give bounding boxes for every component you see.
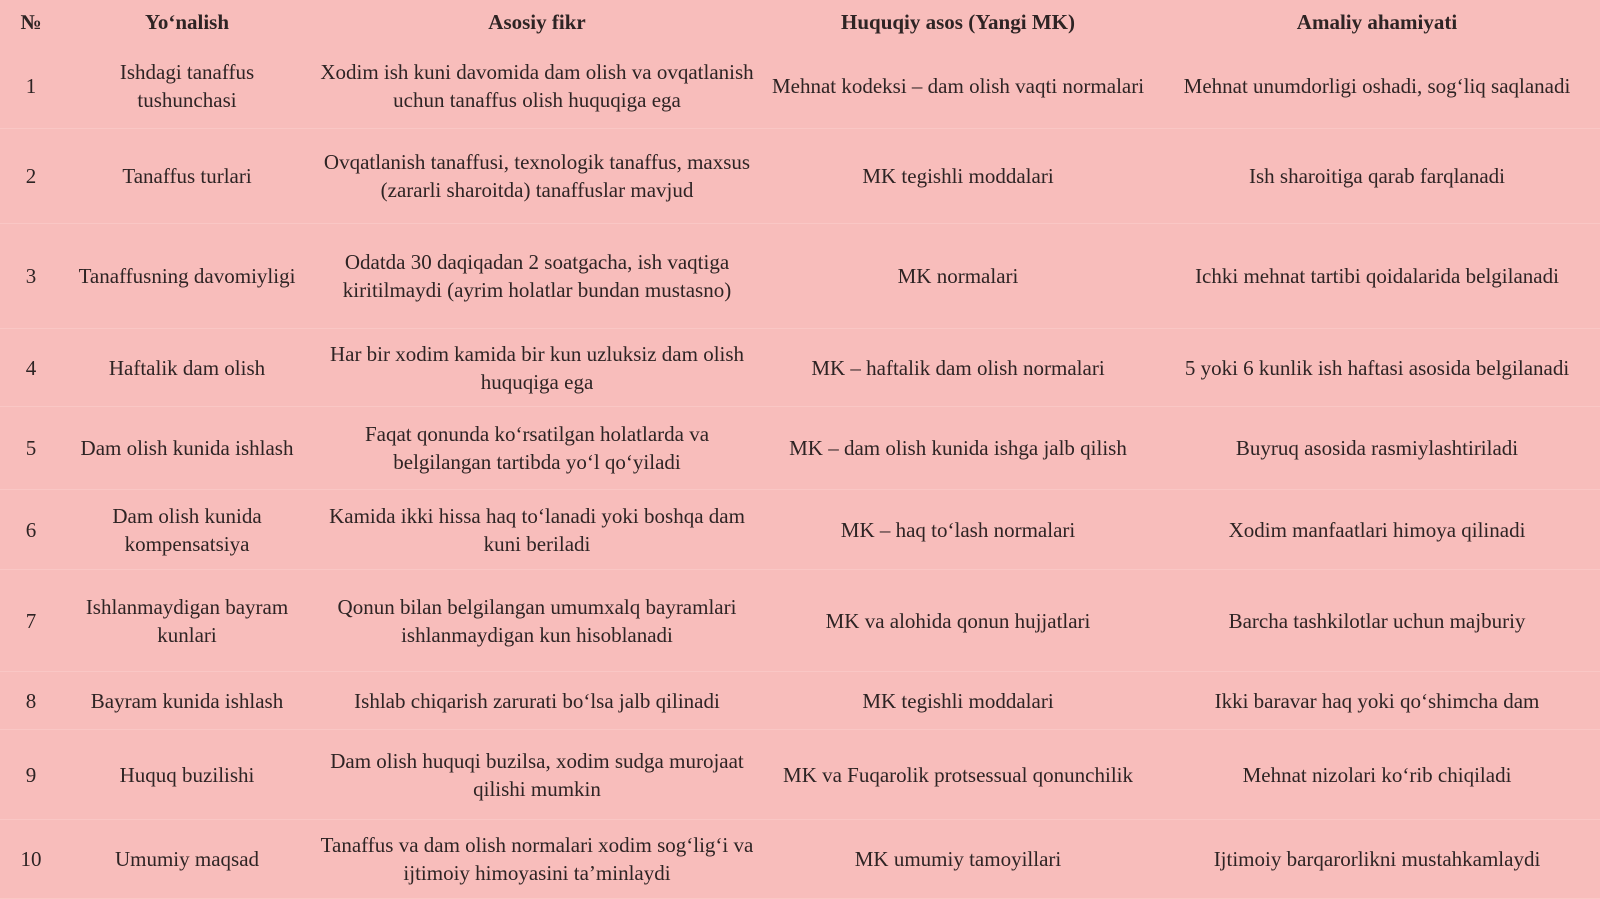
header-legal-basis: Huquqiy asos (Yangi MK): [841, 10, 1075, 34]
row-direction: Bayram kunida ishlash: [62, 672, 312, 730]
row-practical-significance: 5 yoki 6 kunlik ish haftasi asosida belgilanadi: [1154, 329, 1600, 407]
row-legal-basis: MK va Fuqarolik protsessual qonunchilik: [762, 730, 1154, 820]
row-legal-basis: MK umumiy tamoyillari: [762, 820, 1154, 899]
row-direction: Haftalik dam olish: [62, 329, 312, 407]
row-practical-significance: Ikki baravar haq yoki qoʻshimcha dam: [1154, 672, 1600, 730]
row-practical-significance: Ichki mehnat tartibi qoidalarida belgilanadi: [1154, 224, 1600, 329]
header-practical-significance: Amaliy ahamiyati: [1296, 10, 1458, 34]
row-practical-significance: Ijtimoiy barqarorlikni mustahkamlaydi: [1154, 820, 1600, 899]
row-num: 9: [0, 730, 62, 820]
row-main-idea: Odatda 30 daqiqadan 2 soatgacha, ish vaqtiga kiritilmaydi (ayrim holatlar bundan mustasno): [312, 224, 762, 329]
row-num: 4: [0, 329, 62, 407]
header-num: №: [20, 10, 42, 34]
row-num: 1: [0, 44, 62, 129]
row-legal-basis: MK normalari: [762, 224, 1154, 329]
row-direction: Ishlanmaydigan bayram kunlari: [62, 570, 312, 672]
row-num: 2: [0, 129, 62, 224]
row-main-idea: Dam olish huquqi buzilsa, xodim sudga murojaat qilishi mumkin: [312, 730, 762, 820]
row-practical-significance: Mehnat nizolari koʻrib chiqiladi: [1154, 730, 1600, 820]
row-direction: Dam olish kunida kompensatsiya: [62, 490, 312, 570]
row-direction: Tanaffusning davomiyligi: [62, 224, 312, 329]
header-direction: Yoʻnalish: [144, 10, 230, 34]
row-num: 7: [0, 570, 62, 672]
row-practical-significance: Mehnat unumdorligi oshadi, sogʻliq saqlanadi: [1154, 44, 1600, 129]
row-direction: Tanaffus turlari: [62, 129, 312, 224]
row-legal-basis: MK – haq toʻlash normalari: [762, 490, 1154, 570]
row-direction: Umumiy maqsad: [62, 820, 312, 899]
row-practical-significance: Barcha tashkilotlar uchun majburiy: [1154, 570, 1600, 672]
row-main-idea: Xodim ish kuni davomida dam olish va ovqatlanish uchun tanaffus olish huquqiga ega: [312, 44, 762, 129]
row-num: 3: [0, 224, 62, 329]
row-legal-basis: MK tegishli moddalari: [762, 129, 1154, 224]
row-num: 8: [0, 672, 62, 730]
row-legal-basis: MK va alohida qonun hujjatlari: [762, 570, 1154, 672]
row-legal-basis: MK tegishli moddalari: [762, 672, 1154, 730]
row-legal-basis: Mehnat kodeksi – dam olish vaqti normalari: [762, 44, 1154, 129]
row-direction: Dam olish kunida ishlash: [62, 407, 312, 490]
row-direction: Ishdagi tanaffus tushunchasi: [62, 44, 312, 129]
row-legal-basis: MK – dam olish kunida ishga jalb qilish: [762, 407, 1154, 490]
row-num: 5: [0, 407, 62, 490]
row-num: 6: [0, 490, 62, 570]
row-direction: Huquq buzilishi: [62, 730, 312, 820]
row-main-idea: Har bir xodim kamida bir kun uzluksiz dam olish huquqiga ega: [312, 329, 762, 407]
row-main-idea: Kamida ikki hissa haq toʻlanadi yoki boshqa dam kuni beriladi: [312, 490, 762, 570]
row-num: 10: [0, 820, 62, 899]
row-main-idea: Tanaffus va dam olish normalari xodim sogʻligʻi va ijtimoiy himoyasini taʼminlaydi: [312, 820, 762, 899]
row-practical-significance: Xodim manfaatlari himoya qilinadi: [1154, 490, 1600, 570]
header-main-idea: Asosiy fikr: [488, 10, 586, 34]
row-practical-significance: Ish sharoitiga qarab farqlanadi: [1154, 129, 1600, 224]
row-main-idea: Ovqatlanish tanaffusi, texnologik tanaffus, maxsus (zararli sharoitda) tanaffuslar mavjud: [312, 129, 762, 224]
row-main-idea: Faqat qonunda koʻrsatilgan holatlarda va belgilangan tartibda yoʻl qoʻyiladi: [312, 407, 762, 490]
row-practical-significance: Buyruq asosida rasmiylashtiriladi: [1154, 407, 1600, 490]
row-main-idea: Qonun bilan belgilangan umumxalq bayramlari ishlanmaydigan kun hisoblanadi: [312, 570, 762, 672]
row-legal-basis: MK – haftalik dam olish normalari: [762, 329, 1154, 407]
row-main-idea: Ishlab chiqarish zarurati boʻlsa jalb qilinadi: [312, 672, 762, 730]
